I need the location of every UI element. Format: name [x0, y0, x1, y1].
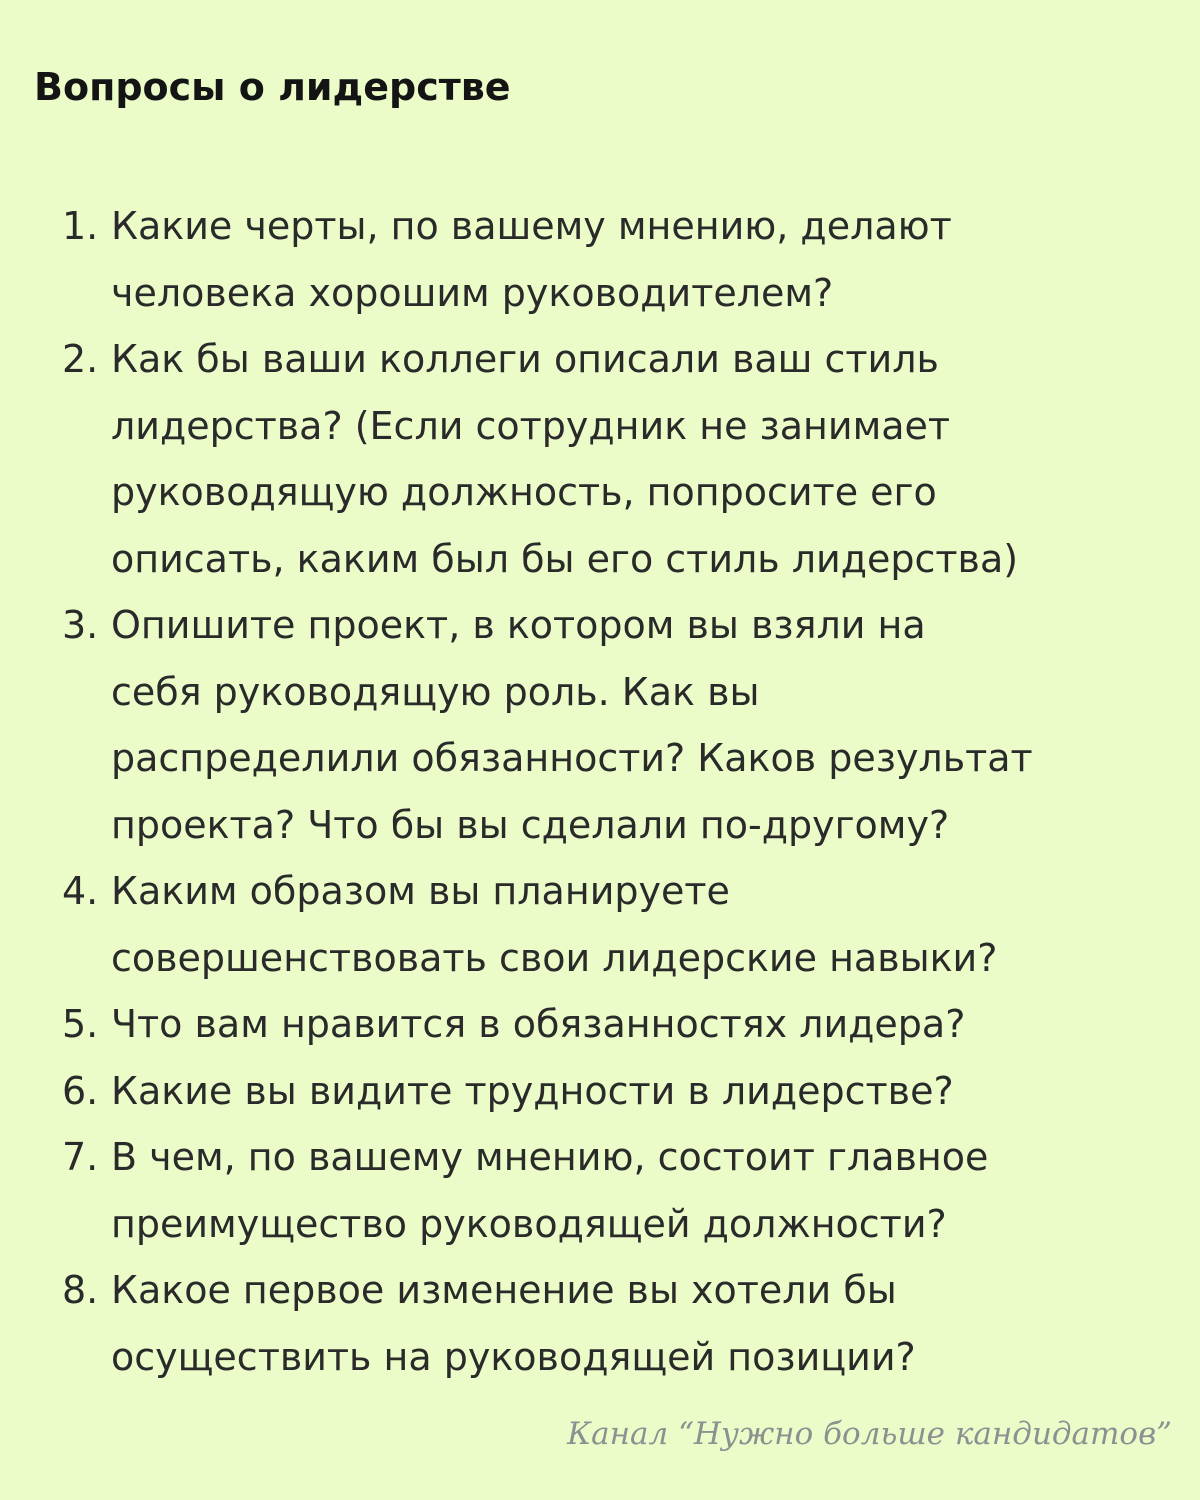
question-line: распределили обязанности? Каков результат — [111, 736, 1033, 780]
question-line: себя руководящую роль. Как вы — [111, 669, 760, 714]
question-line: Какие вы видите трудности в лидерстве? — [111, 1068, 954, 1113]
question-line: Опишите проект, в котором вы взяли на — [111, 603, 926, 647]
question-number: 3. — [62, 603, 99, 647]
question-number: 7. — [62, 1135, 99, 1179]
question-line: проекта? Что бы вы сделали по-другому? — [111, 802, 950, 847]
question-line: лидерства? (Если сотрудник не занимает — [111, 403, 951, 448]
question-line: В чем, по вашему мнению, состоит главное — [111, 1135, 989, 1179]
question-number: 4. — [62, 869, 99, 913]
question-item-6 — [62, 1058, 1162, 1125]
question-number: 6. — [62, 1068, 99, 1113]
question-line: совершенствовать свои лидерские навыки? — [111, 935, 998, 980]
question-item-2 — [62, 326, 1162, 592]
question-line: Какие черты, по вашему мнению, делают — [111, 204, 952, 248]
question-line: преимущество руководящей должности? — [111, 1201, 947, 1246]
question-line: Какое первое изменение вы хотели бы — [111, 1268, 897, 1312]
question-number: 5. — [62, 1002, 99, 1046]
question-number: 2. — [62, 337, 99, 381]
question-line: Как бы ваши коллеги описали ваш стиль — [111, 337, 939, 381]
question-item-8 — [62, 1257, 1162, 1390]
question-line: осуществить на руководящей позиции? — [111, 1334, 916, 1379]
question-line: человека хорошим руководителем? — [111, 270, 834, 315]
question-line: Каким образом вы планируете — [111, 869, 730, 913]
question-number: 8. — [62, 1268, 99, 1312]
questions-list — [62, 193, 1162, 1390]
question-number: 1. — [62, 204, 99, 248]
question-item-1 — [62, 193, 1162, 326]
page-title: Вопросы о лидерстве — [34, 65, 511, 109]
footer-signature: Канал “Нужно больше кандидатов” — [567, 1416, 1172, 1452]
question-item-5 — [62, 991, 1162, 1058]
question-item-3 — [62, 592, 1162, 858]
question-item-4 — [62, 858, 1162, 991]
question-line: описать, каким был бы его стиль лидерства) — [111, 536, 1019, 581]
question-item-7 — [62, 1124, 1162, 1257]
question-line: Что вам нравится в обязанностях лидера? — [111, 1002, 966, 1046]
question-line: руководящую должность, попросите его — [111, 470, 937, 514]
